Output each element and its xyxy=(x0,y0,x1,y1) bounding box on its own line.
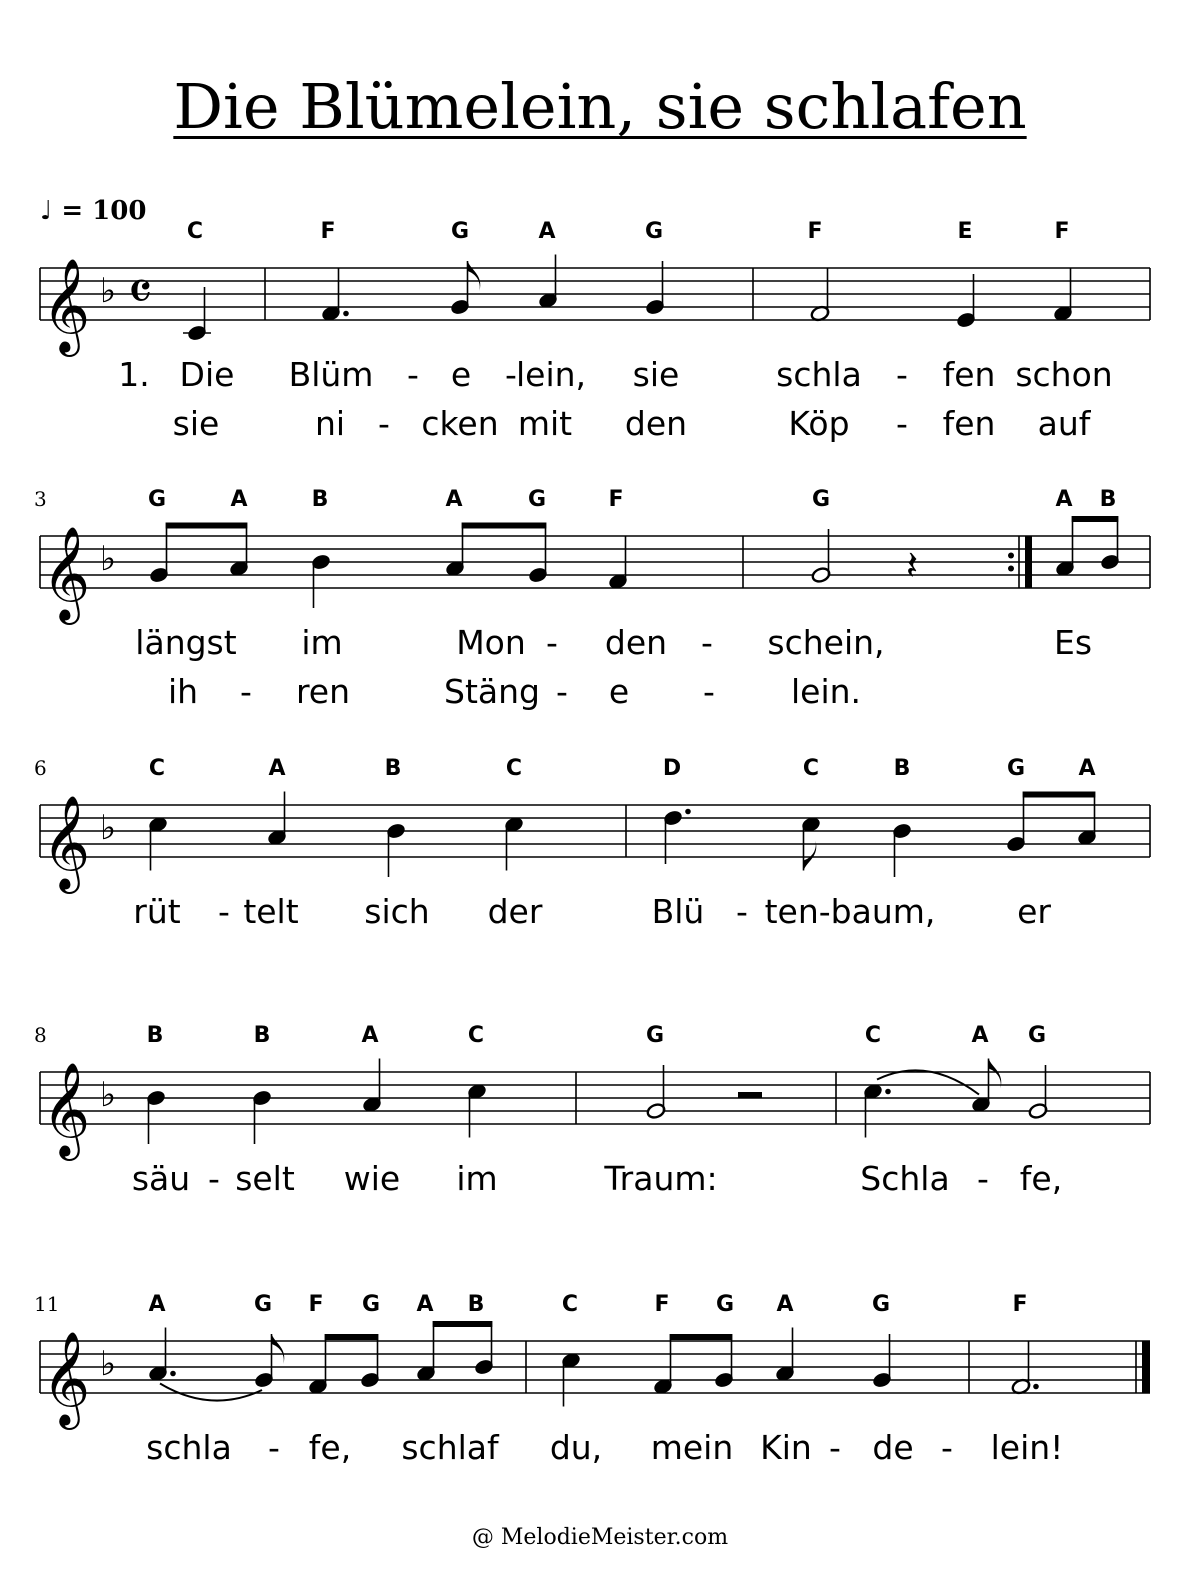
chord-symbol: A xyxy=(416,1292,434,1317)
lyric-syllable: - xyxy=(556,672,568,711)
chord-symbol: G xyxy=(645,1023,665,1048)
copyright-footer: @ MelodieMeister.com xyxy=(471,1525,729,1550)
lyric-syllable: der xyxy=(487,892,543,931)
lyric-syllable: - xyxy=(896,404,908,443)
chord-symbol: B xyxy=(384,756,402,781)
lyric-syllable: wie xyxy=(343,1159,401,1198)
chord-symbol: G xyxy=(811,487,831,512)
lyric-syllable: mein xyxy=(650,1428,734,1467)
staff-system xyxy=(34,487,1150,711)
lyric-syllable: den xyxy=(604,623,668,662)
lyric-syllable: Es xyxy=(1053,623,1093,662)
augmentation-dot xyxy=(685,809,691,815)
chord-symbol: F xyxy=(654,1292,670,1317)
chord-symbol: B xyxy=(146,1023,164,1048)
chord-symbol: G xyxy=(1006,756,1026,781)
chord-symbol: F xyxy=(320,219,336,244)
chord-symbol: C xyxy=(864,1023,882,1048)
lyric-syllable: Mon xyxy=(456,623,526,662)
lyric-syllable: selt xyxy=(235,1159,295,1198)
lyric-syllable: ren xyxy=(295,672,351,711)
chord-symbol: A xyxy=(230,487,248,512)
treble-clef-icon: 𝄞 xyxy=(41,258,91,353)
treble-clef-icon: 𝄞 xyxy=(41,795,91,890)
lyric-syllable: sich xyxy=(364,892,430,931)
chord-symbol: F xyxy=(807,219,823,244)
lyric-syllable: mit xyxy=(517,404,573,443)
lyric-syllable: cken xyxy=(421,404,499,443)
lyric-syllable: Traum: xyxy=(604,1159,718,1198)
lyric-syllable: - xyxy=(505,355,517,394)
lyric-syllable: im xyxy=(456,1159,498,1198)
lyric-syllable: schon xyxy=(1015,355,1113,394)
chord-symbol: C xyxy=(505,756,523,781)
lyric-syllable: - xyxy=(977,1159,989,1198)
lyric-syllable: er xyxy=(1017,892,1051,931)
lyric-syllable: fen xyxy=(942,355,996,394)
chord-symbol: A xyxy=(1055,487,1073,512)
chord-symbol: G xyxy=(644,219,664,244)
chord-symbol: C xyxy=(186,219,204,244)
flat-icon: ♭ xyxy=(99,808,117,848)
note-beam xyxy=(433,1321,493,1327)
lyric-syllable: sie xyxy=(632,355,680,394)
lyric-syllable: - xyxy=(736,892,748,931)
note-flag xyxy=(468,261,481,291)
measure-number: 6 xyxy=(34,756,47,780)
chord-symbol: C xyxy=(802,756,820,781)
staff-system xyxy=(34,756,1150,931)
lyric-syllable: - xyxy=(208,1159,220,1198)
lyric-syllable: - xyxy=(240,672,252,711)
staff-system xyxy=(34,1023,1150,1198)
chord-symbol: C xyxy=(467,1023,485,1048)
lyric-syllable: fen xyxy=(942,404,996,443)
lyric-syllable: telt xyxy=(243,892,299,931)
song-title: Die Blümelein, sie schlafen xyxy=(173,70,1027,143)
lyric-syllable: - xyxy=(268,1428,280,1467)
augmentation-dot xyxy=(170,1371,176,1377)
chord-symbol: B xyxy=(253,1023,271,1048)
chord-symbol: B xyxy=(311,487,329,512)
lyric-syllable: - xyxy=(218,892,230,931)
lyric-syllable: - xyxy=(378,404,390,443)
chord-symbol: A xyxy=(148,1292,166,1317)
lyric-syllable: im xyxy=(301,623,343,662)
lyric-syllable: 1. xyxy=(118,355,150,394)
lyric-syllable: Die xyxy=(179,355,235,394)
flat-icon: ♭ xyxy=(99,1344,117,1384)
lyric-syllable: schla xyxy=(776,355,862,394)
repeat-dot xyxy=(1008,566,1014,572)
chord-symbol: A xyxy=(776,1292,794,1317)
measure-number: 11 xyxy=(34,1292,60,1316)
chord-symbol: G xyxy=(253,1292,273,1317)
lyric-syllable: ih xyxy=(167,672,199,711)
chord-symbol: G xyxy=(147,487,167,512)
chord-symbol: F xyxy=(1054,219,1070,244)
treble-clef-icon: 𝄞 xyxy=(41,1331,91,1426)
lyric-syllable: - xyxy=(703,672,715,711)
lyric-syllable: schlaf xyxy=(401,1428,499,1467)
lyric-syllable: rüt xyxy=(133,892,181,931)
common-time-icon: 𝄴 xyxy=(127,260,153,325)
flat-icon: ♭ xyxy=(99,539,117,579)
note-flag xyxy=(272,1334,285,1364)
lyric-syllable: Köp xyxy=(788,404,850,443)
lyric-syllable: ten-baum, xyxy=(764,892,936,931)
chord-symbol: A xyxy=(1078,756,1096,781)
chord-symbol: B xyxy=(893,756,911,781)
tie-slur xyxy=(160,1384,262,1401)
lyric-syllable: auf xyxy=(1037,404,1091,443)
chord-symbol: A xyxy=(268,756,286,781)
measure-number: 3 xyxy=(34,487,47,511)
note-beam xyxy=(1072,516,1119,522)
lyric-syllable: Schla xyxy=(860,1159,950,1198)
chord-symbol: C xyxy=(561,1292,579,1317)
note-beam xyxy=(166,523,248,529)
chord-symbol: G xyxy=(871,1292,891,1317)
lyric-syllable: ni xyxy=(314,404,346,443)
treble-clef-icon: 𝄞 xyxy=(41,1062,91,1157)
lyric-syllable: den xyxy=(624,404,688,443)
chord-symbol: A xyxy=(971,1023,989,1048)
tie-slur xyxy=(877,1070,979,1094)
lyric-syllable: säu xyxy=(131,1159,191,1198)
augmentation-dot xyxy=(343,311,349,317)
note-flag xyxy=(989,1059,1002,1089)
treble-clef-icon: 𝄞 xyxy=(41,526,91,621)
chord-symbol: A xyxy=(538,219,556,244)
chord-symbol: F xyxy=(1012,1292,1028,1317)
repeat-bar-line xyxy=(1025,536,1032,588)
lyric-syllable: - xyxy=(701,623,713,662)
lyric-syllable: lein, xyxy=(515,355,587,394)
chord-symbol: D xyxy=(662,756,682,781)
note-beam xyxy=(325,1334,379,1340)
lyric-syllable: lein! xyxy=(990,1428,1064,1467)
final-bar-line xyxy=(1142,1341,1150,1393)
lyric-syllable: de xyxy=(872,1428,914,1467)
note-beam xyxy=(462,523,547,529)
repeat-dot xyxy=(1008,553,1014,559)
lyric-syllable: e xyxy=(450,355,472,394)
chord-symbol: E xyxy=(957,219,973,244)
lyric-syllable: - xyxy=(546,623,558,662)
lyric-syllable: - xyxy=(407,355,419,394)
tempo-marking: ♩ = 100 xyxy=(40,196,147,226)
chord-symbol: G xyxy=(450,219,470,244)
lyric-syllable: Blüm xyxy=(288,355,374,394)
chord-symbol: G xyxy=(1027,1023,1047,1048)
chord-symbol: F xyxy=(608,487,624,512)
lyric-syllable: längst xyxy=(135,623,237,662)
lyric-syllable: Kin xyxy=(760,1428,812,1467)
lyric-syllable: du, xyxy=(549,1428,603,1467)
flat-icon: ♭ xyxy=(99,1075,117,1115)
note-beam xyxy=(670,1334,733,1340)
lyric-syllable: lein. xyxy=(790,672,862,711)
lyric-syllable: Stäng xyxy=(444,672,540,711)
chord-symbol: C xyxy=(148,756,166,781)
note-flag xyxy=(804,841,817,871)
chord-symbol: B xyxy=(1099,487,1117,512)
lyric-syllable: Blü xyxy=(651,892,705,931)
chord-symbol: G xyxy=(361,1292,381,1317)
chord-symbol: G xyxy=(715,1292,735,1317)
lyric-syllable: fe, xyxy=(308,1428,352,1467)
lyric-syllable: e xyxy=(608,672,630,711)
chord-symbol: G xyxy=(527,487,547,512)
measure-number: 8 xyxy=(34,1023,47,1047)
chord-symbol: A xyxy=(361,1023,379,1048)
lyric-syllable: - xyxy=(829,1428,841,1467)
half-rest xyxy=(738,1092,762,1098)
quarter-rest-icon: 𝄽 xyxy=(905,543,919,589)
augmentation-dot xyxy=(885,1089,891,1095)
lyric-syllable: fe, xyxy=(1019,1159,1063,1198)
flat-icon: ♭ xyxy=(99,271,117,311)
chord-symbol: F xyxy=(308,1292,324,1317)
lyric-syllable: schein, xyxy=(767,623,885,662)
chord-symbol: A xyxy=(445,487,463,512)
lyric-syllable: sie xyxy=(172,404,220,443)
staff-system xyxy=(34,1292,1150,1467)
augmentation-dot xyxy=(1033,1384,1039,1390)
lyric-syllable: - xyxy=(896,355,908,394)
staff-system xyxy=(40,219,1150,443)
note-beam xyxy=(1023,792,1096,798)
lyric-syllable: - xyxy=(941,1428,953,1467)
chord-symbol: B xyxy=(467,1292,485,1317)
lyric-syllable: schla xyxy=(146,1428,232,1467)
